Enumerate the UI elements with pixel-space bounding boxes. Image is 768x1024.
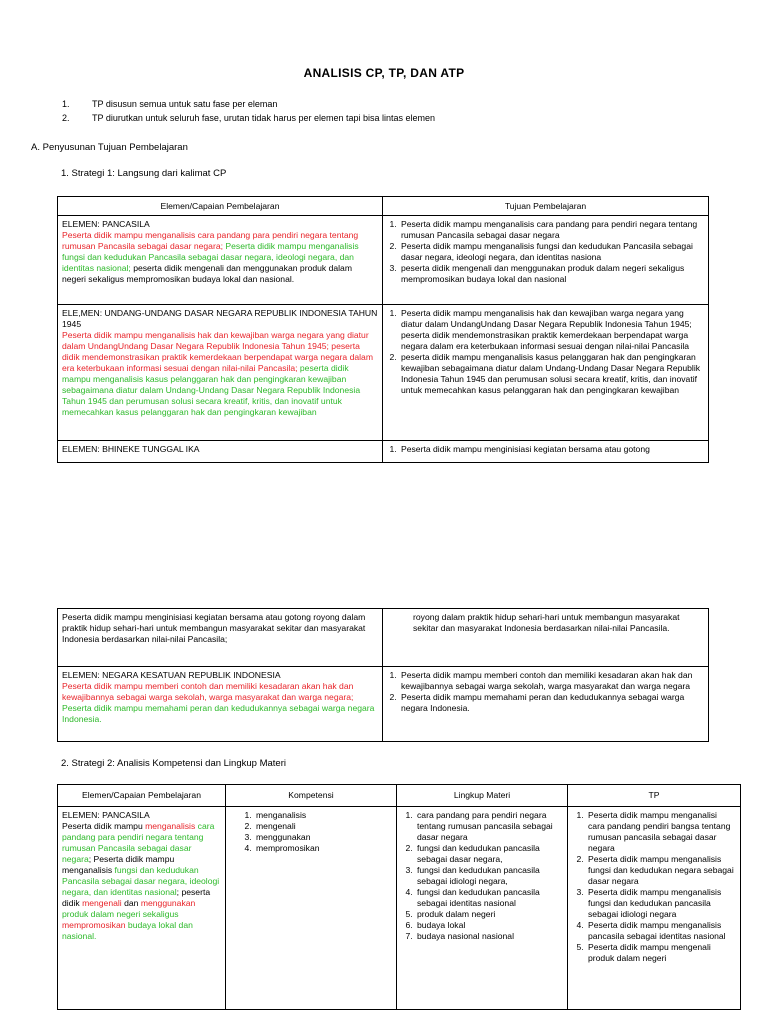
cp-text-segment: dan bbox=[121, 898, 141, 908]
note-number: 2. bbox=[62, 113, 70, 123]
note-number: 1. bbox=[62, 99, 70, 109]
table-row bbox=[58, 441, 709, 463]
tp-cell bbox=[383, 305, 709, 441]
element-label: ELEMEN: BHINEKE TUNGGAL IKA bbox=[62, 444, 200, 454]
list-item: 2. Peserta didik mampu memahami peran dan kedudukannya sebagai warga negara Indonesia. bbox=[399, 692, 704, 714]
table-header: TP bbox=[568, 785, 741, 807]
cp-text-segment: Peserta didik mampu menganalisis fungsi dan kedudukan Pancasila sebagai dasar negara, ideologi negara, dan identitas nasional; bbox=[62, 241, 359, 273]
list-item: 2. Peserta didik mampu menganalisis fungsi dan kedudukan negara sebagai dasar negara bbox=[586, 854, 736, 887]
competency-cell bbox=[226, 807, 397, 1010]
cp-text-segment: peserta didik mengenali dan menggunakan produk dalam negeri sekaligus mempromosikan budaya lokal dan nasional. bbox=[62, 263, 352, 284]
list-item: 1. cara pandang para pendiri negara tentang rumusan pancasila sebagai dasar negara bbox=[415, 810, 563, 843]
cp-text-segment: produk dalam negeri sekaligus bbox=[62, 909, 179, 919]
list-item: 7. budaya nasional nasional bbox=[415, 931, 563, 942]
cp-cell bbox=[58, 305, 383, 441]
cp-cell bbox=[58, 441, 383, 463]
list-item: 1. Peserta didik mampu menginisiasi kegiatan bersama atau gotong bbox=[399, 444, 704, 455]
note-text: TP diurutkan untuk seluruh fase, urutan tidak harus per elemen tapi bisa lintas elemen bbox=[92, 113, 436, 123]
list-item: 1. Peserta didik mampu menganalisis cara pandang para pendiri negara tentang rumusan Pancasila sebagai dasar negara bbox=[399, 219, 704, 241]
cp-text-segment: budaya lokal dan nasional. bbox=[62, 920, 193, 941]
element-label: ELEMEN: PANCASILA bbox=[62, 219, 150, 229]
table-row bbox=[58, 216, 709, 305]
cp-cell bbox=[58, 216, 383, 305]
tp-cell bbox=[568, 807, 741, 1010]
element-label: ELEMEN: NEGARA KESATUAN REPUBLIK INDONESIA bbox=[62, 670, 281, 680]
table-header: Elemen/Capaian Pembelajaran bbox=[58, 197, 383, 216]
table-row bbox=[58, 667, 709, 742]
table-header: Kompetensi bbox=[226, 785, 397, 807]
tp-cell bbox=[383, 216, 709, 305]
cp-cell bbox=[58, 667, 383, 742]
cp-text-segment: Peserta didik mampu bbox=[62, 821, 146, 831]
list-item: 2. fungsi dan kedudukan pancasila sebagai dasar negara, bbox=[415, 843, 563, 865]
list-item: 2. mengenali bbox=[254, 821, 392, 832]
cp-text-segment: mengenali bbox=[82, 898, 122, 908]
list-item: 5. produk dalam negeri bbox=[415, 909, 563, 920]
cp-text-segment: fungsi dan kedudukan Pancasila sebagai dasar negara, ideologi negara, dan identitas nasional bbox=[62, 865, 220, 897]
cp-text-segment: peserta didik mampu menganalisis kasus pelanggaran hak dan pengingkaran kewajiban sebagaimana diatur dalam Undang-Undang Dasar Negara Republik Indonesia Tahun 1945 dan perumusan solusi secara kreatif, kritis, dan inovatif untuk memecahkan kasus pelanggaran hak dan pengingkaran kewajiban bbox=[62, 363, 361, 417]
element-label: ELEMEN: PANCASILA bbox=[62, 810, 150, 820]
note-item bbox=[62, 99, 277, 109]
cp-text-segment: Peserta didik mampu memberi contoh dan memiliki kesadaran akan hak dan kewajibannya sebagai warga sekolah, warga masyarakat dan warga negara; bbox=[62, 681, 354, 702]
element-label: ELE,MEN: UNDANG-UNDANG DASAR NEGARA REPUBLIK INDONESIA TAHUN 1945 bbox=[62, 308, 378, 329]
table-header: Tujuan Pembelajaran bbox=[383, 197, 709, 216]
table-header: Elemen/Capaian Pembelajaran bbox=[58, 785, 226, 807]
cp-text-segment: mempromosikan bbox=[62, 920, 126, 930]
cp-cell: Peserta didik mampu menginisiasi kegiatan bersama atau gotong royong dalam praktik hidup sehari-hari untuk membangun masyarakat sekitar dan masyarakat Indonesia berdasarkan nilai-nilai Pancasila; bbox=[58, 609, 383, 667]
cp-cell bbox=[58, 807, 226, 1010]
list-item: 4. Peserta didik mampu menganalisis pancasila sebagai identitas nasional bbox=[586, 920, 736, 942]
list-item: 3. menggunakan bbox=[254, 832, 392, 843]
list-item: 3. fungsi dan kedudukan pancasila sebagai idiologi negara, bbox=[415, 865, 563, 887]
note-item bbox=[62, 113, 435, 123]
table-header: Lingkup Materi bbox=[397, 785, 568, 807]
cp-text-segment: Peserta didik mampu menganalisis cara pandang para pendiri negara tentang rumusan Pancasila sebagai dasar negara; bbox=[62, 230, 359, 251]
strategy-1-table bbox=[57, 196, 709, 463]
cp-text-segment: menggunakan bbox=[140, 898, 196, 908]
section-heading: A. Penyusunan Tujuan Pembelajaran bbox=[31, 142, 188, 153]
tp-cell bbox=[383, 667, 709, 742]
page-title: ANALISIS CP, TP, DAN ATP bbox=[303, 66, 465, 80]
list-item: 2. Peserta didik mampu menganalisis fungsi dan kedudukan Pancasila sebagai dasar negara, ideologi negara, dan identitas nasiona bbox=[399, 241, 704, 263]
cp-text-segment: cara pandang para pendiri negara tentang rumusan Pancasila sebagai dasar negara bbox=[62, 821, 215, 864]
table-row bbox=[58, 609, 709, 667]
list-item: 3. Peserta didik mampu menganalisis fungsi dan kedudukan pancasila sebagai idiologi negara bbox=[586, 887, 736, 920]
strategy-2-heading: 2. Strategi 2: Analisis Kompetensi dan Lingkup Materi bbox=[61, 758, 286, 769]
note-text: TP disusun semua untuk satu fase per eleman bbox=[92, 99, 278, 109]
cp-text-segment: Peserta didik mampu menganalisis hak dan kewajiban warga negara yang diatur dalam UndangUndang Dasar Negara Republik Indonesia Tahun 1945; peserta didik mendemonstrasikan praktik kemerdekaan berpendapat warga negara dalam era keterbukaan informasi sesuai dengan nilai-nilai Pancasila; bbox=[62, 330, 373, 373]
cp-text-segment: ; Peserta didik mampu menganalisis bbox=[62, 854, 175, 875]
list-item: 5. Peserta didik mampu mengenali produk dalam negeri bbox=[586, 942, 736, 964]
list-item: 3. peserta didik mengenali dan menggunakan produk dalam negeri sekaligus mempromosikan budaya lokal dan nasional bbox=[399, 263, 704, 285]
list-item: 4. fungsi dan kedudukan pancasila sebagai identitas nasional bbox=[415, 887, 563, 909]
cp-text-segment: Peserta didik mampu memahami peran dan kedudukannya sebagai warga negara Indonesia. bbox=[62, 703, 375, 724]
strategy-1-table-continued bbox=[57, 608, 709, 742]
tp-cell: royong dalam praktik hidup sehari-hari untuk membangun masyarakat sekitar dan masyarakat Indonesia berdasarkan nilai-nilai Pancasila. bbox=[383, 609, 709, 667]
list-item: 1. Peserta didik mampu memberi contoh dan memiliki kesadaran akan hak dan kewajibannya sebagai warga sekolah, warga masyarakat dan warga negara bbox=[399, 670, 704, 692]
list-item: 1. menganalisis bbox=[254, 810, 392, 821]
table-row bbox=[58, 305, 709, 441]
list-item: 1. Peserta didik mampu menganalisi cara pandang pendiri bangsa tentang rumusan pancasila sebagai dasar negara bbox=[586, 810, 736, 854]
list-item: 2. peserta didik mampu menganalisis kasus pelanggaran hak dan pengingkaran kewajiban sebagaimana diatur dalam Undang-Undang Dasar Negara Republik Indonesia Tahun 1945 dan perumusan solusi secara kreatif, kritis, dan inovatif untuk memecahkan kasus pelanggaran hak dan pengingkaran kewajiban bbox=[399, 352, 704, 396]
table-row bbox=[58, 807, 741, 1010]
tp-cell bbox=[383, 441, 709, 463]
cp-text-segment: ; peserta didik bbox=[62, 887, 211, 908]
material-cell bbox=[397, 807, 568, 1010]
list-item: 1. Peserta didik mampu menganalisis hak dan kewajiban warga negara yang diatur dalam UndangUndang Dasar Negara Republik Indonesia Tahun 1945; peserta didik mendemonstrasikan praktik kemerdekaan berpendapat warga negara dalam era keterbukaan informasi sesuai dengan nilai-nilai Pancasila bbox=[399, 308, 704, 352]
strategy-1-heading: 1. Strategi 1: Langsung dari kalimat CP bbox=[61, 168, 227, 179]
strategy-2-table bbox=[57, 784, 741, 1010]
list-item: 6. budaya lokal bbox=[415, 920, 563, 931]
cp-text-segment: menganalisis bbox=[145, 821, 196, 831]
list-item: 4. mempromosikan bbox=[254, 843, 392, 854]
